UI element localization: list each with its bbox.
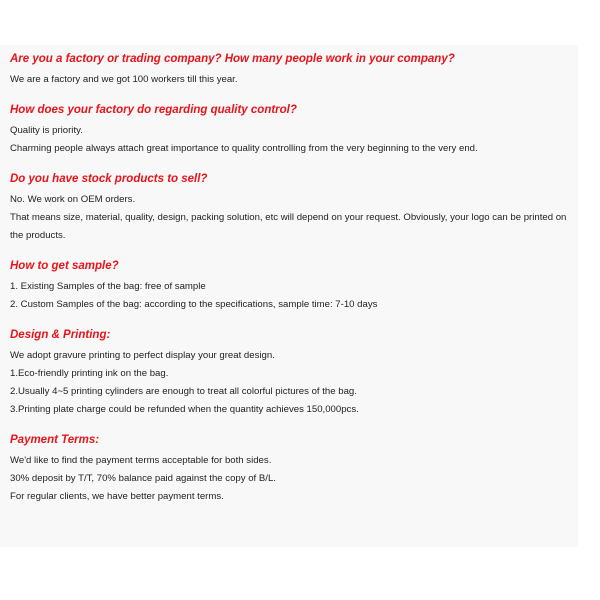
faq-answer-line: 2.Usually 4~5 printing cylinders are enough to treat all colorful pictures of the bag. xyxy=(10,386,357,397)
faq-answer-line: 3.Printing plate charge could be refunded when the quantity achieves 150,000pcs. xyxy=(10,404,359,415)
faq-answer-line: 30% deposit by T/T, 70% balance paid against the copy of B/L. xyxy=(10,473,276,484)
faq-section-stock xyxy=(10,172,570,245)
faq-answer-line: No. We work on OEM orders. xyxy=(10,194,136,205)
faq-section-payment xyxy=(10,433,570,506)
faq-answer-line: Quality is priority. xyxy=(10,125,83,136)
faq-answer-line: Charming people always attach great importance to quality controlling from the very beginning to the very end. xyxy=(10,143,478,154)
faq-question: Design & Printing: xyxy=(10,329,111,341)
faq-answer-line: We'd like to find the payment terms acceptable for both sides. xyxy=(10,455,272,466)
faq-question: Payment Terms: xyxy=(10,434,100,446)
faq-answer-line: For regular clients, we have better payment terms. xyxy=(10,491,224,502)
faq-question: How to get sample? xyxy=(10,260,119,272)
faq-question: How does your factory do regarding quality control? xyxy=(10,104,297,116)
faq-question: Do you have stock products to sell? xyxy=(10,173,208,185)
faq-section-quality xyxy=(10,103,570,158)
faq-answer-line: We adopt gravure printing to perfect display your great design. xyxy=(10,350,275,361)
faq-answer-line: 2. Custom Samples of the bag: according to the specifications, sample time: 7-10 days xyxy=(10,299,378,310)
faq-content xyxy=(10,52,570,506)
faq-question: Are you a factory or trading company? How many people work in your company? xyxy=(10,53,455,65)
faq-section-printing xyxy=(10,328,570,419)
faq-answer-line: 1.Eco-friendly printing ink on the bag. xyxy=(10,368,169,379)
faq-section-company xyxy=(10,52,570,89)
faq-section-sample xyxy=(10,259,570,314)
faq-answer-line: 1. Existing Samples of the bag: free of sample xyxy=(10,281,206,292)
faq-answer-line: We are a factory and we got 100 workers till this year. xyxy=(10,74,238,85)
faq-answer-line: That means size, material, quality, design, packing solution, etc will depend on your request. Obviously, your logo can be printed on the products. xyxy=(10,212,567,241)
